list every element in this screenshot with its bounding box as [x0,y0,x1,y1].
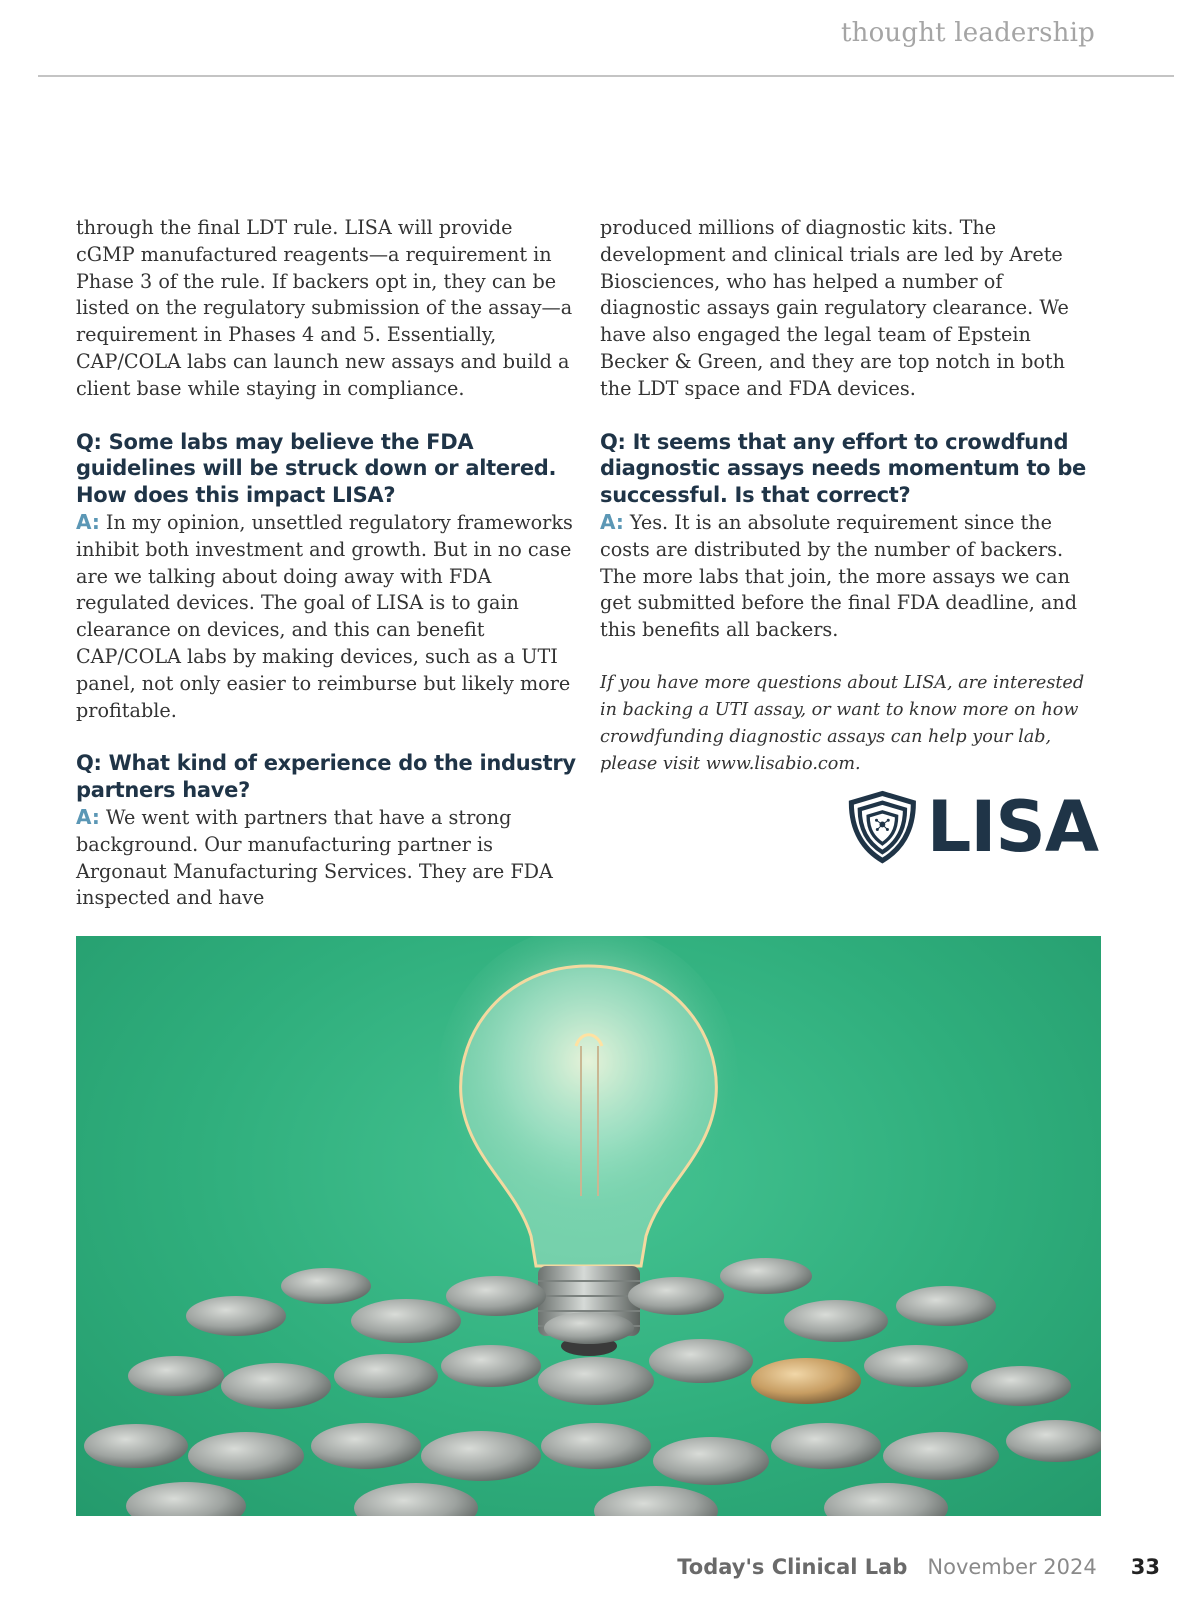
right-column [600,215,1100,778]
page-footer [677,1555,1160,1579]
answer-3 [600,509,1100,644]
logo-text: LISA [926,786,1098,868]
shield-icon [848,784,917,870]
header-divider [38,75,1174,77]
answer-2-text: We went with partners that have a strong background. Our manufacturing partner is Argonaut Manufacturing Services. They are FDA inspected and have [76,805,553,910]
answer-label: A: [76,509,100,534]
photo-illustration [76,936,1101,1516]
answer-2 [76,804,576,912]
answer-3-text: Yes. It is an absolute requirement since the costs are distributed by the number of backers. The more labs that join, the more assays we can get submitted before the final FDA deadline, and this benefits all backers. [600,510,1077,642]
answer-label: A: [600,509,624,534]
answer-1 [76,509,576,724]
answer-1-text: In my opinion, unsettled regulatory frameworks inhibit both investment and growth. But in no case are we talking about doing away with FDA regulated devices. The goal of LISA is to gain clearance on devices, and this can benefit CAP/COLA labs by making devices, such as a UTI panel, not only easier to reimburse but likely more profitable. [76,510,573,722]
intro-paragraph: through the final LDT rule. LISA will provide cGMP manufactured reagents—a requirement in Phase 3 of the rule. If backers opt in, they can be listed on the regulatory submission of the assay—a requirement in Phases 4 and 5. Essentially, CAP/COLA labs can launch new assays and build a client base while staying in compliance. [76,216,573,400]
question-3: Q: It seems that any effort to crowdfund diagnostic assays needs momentum to be successful. Is that correct? [600,429,1086,508]
lightbulb-on-coins-image [76,936,1101,1516]
lisa-logo [848,784,1098,870]
continued-paragraph: produced millions of diagnostic kits. The development and clinical trials are led by Arete Biosciences, who has helped a number of diagnostic assays gain regulatory clearance. We have also engaged the legal team of Epstein Becker & Green, and they are top notch in both the LDT space and FDA devices. [600,216,1069,400]
question-2: Q: What kind of experience do the industry partners have? [76,751,576,803]
magazine-name: Today's Clinical Lab [677,1555,908,1579]
issue-date: November 2024 [927,1555,1097,1579]
question-1: Q: Some labs may believe the FDA guidelines will be struck down or altered. How does this impact LISA? [76,429,557,508]
answer-label: A: [76,804,100,829]
left-column [76,215,576,912]
page-number: 33 [1130,1555,1160,1579]
closing-note: If you have more questions about LISA, are interested in backing a UTI assay, or want to know more on how crowdfunding diagnostic assays can help your lab, please visit www.lisabio.com. [600,672,1085,774]
section-label: thought leadership [840,18,1095,48]
